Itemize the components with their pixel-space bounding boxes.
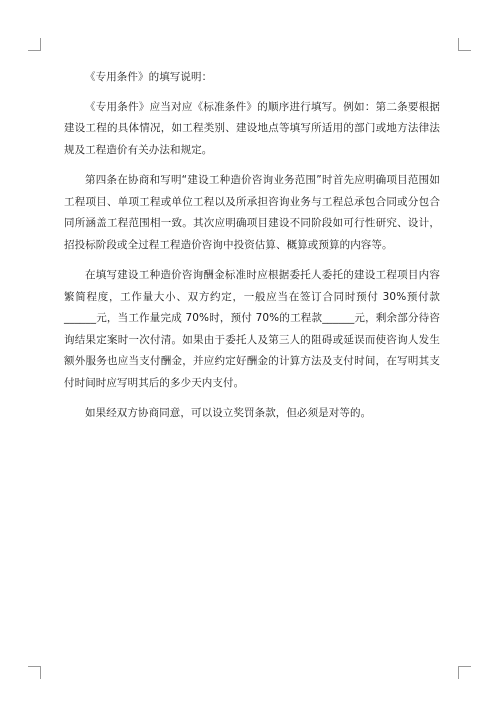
crop-mark-bottom-left	[28, 666, 41, 679]
paragraph-1: 《专用条件》应当对应《标准条件》的顺序进行填写。例如：第二条要根据建设工程的具体情况，如工程类别、建设地点等填写所适用的部门或地方法律法规及工程造价有关办法和规定。	[64, 100, 440, 156]
paragraph-2: 第四条在协商和写明“建设工种造价咨询业务范围”时首先应明确项目范围如工程项目、单项工程或单位工程以及所承担咨询业务与工程总承包合同或分包合同所涵盖工程范围相一致。其次应明确项目建设不同阶段如可行性研究、设计，招投标阶段或全过程工程造价咨询中投资估算、概算或预算的内容等。	[64, 174, 440, 251]
document-heading: 《专用条件》的填写说明：	[85, 71, 213, 83]
crop-mark-bottom-right	[458, 666, 471, 679]
paragraph-4: 如果经双方协商同意，可以设立奖罚条款，但必须是对等的。	[85, 407, 372, 419]
paragraph-3: 在填写建设工种造价咨询酬金标准时应根据委托人委托的建设工程项目内容繁简程度，工作量大小、双方约定，一般应当在签订合同时预付 30%预付款______元，当工作量完成 70%时，预付 70%的工程款______元，剩余部分待咨询结果定案时一次付清。如果由于委托人及第三人的阻碍或延误而使咨询人发生额外服务也应当支付酬金，并应约定好酬金的计算方法及支付时间，在写明其支付时间时应写明其后的多少天内支付。	[64, 269, 440, 389]
crop-mark-top-left	[28, 38, 41, 51]
document-body	[64, 67, 440, 434]
crop-mark-top-right	[458, 38, 471, 51]
